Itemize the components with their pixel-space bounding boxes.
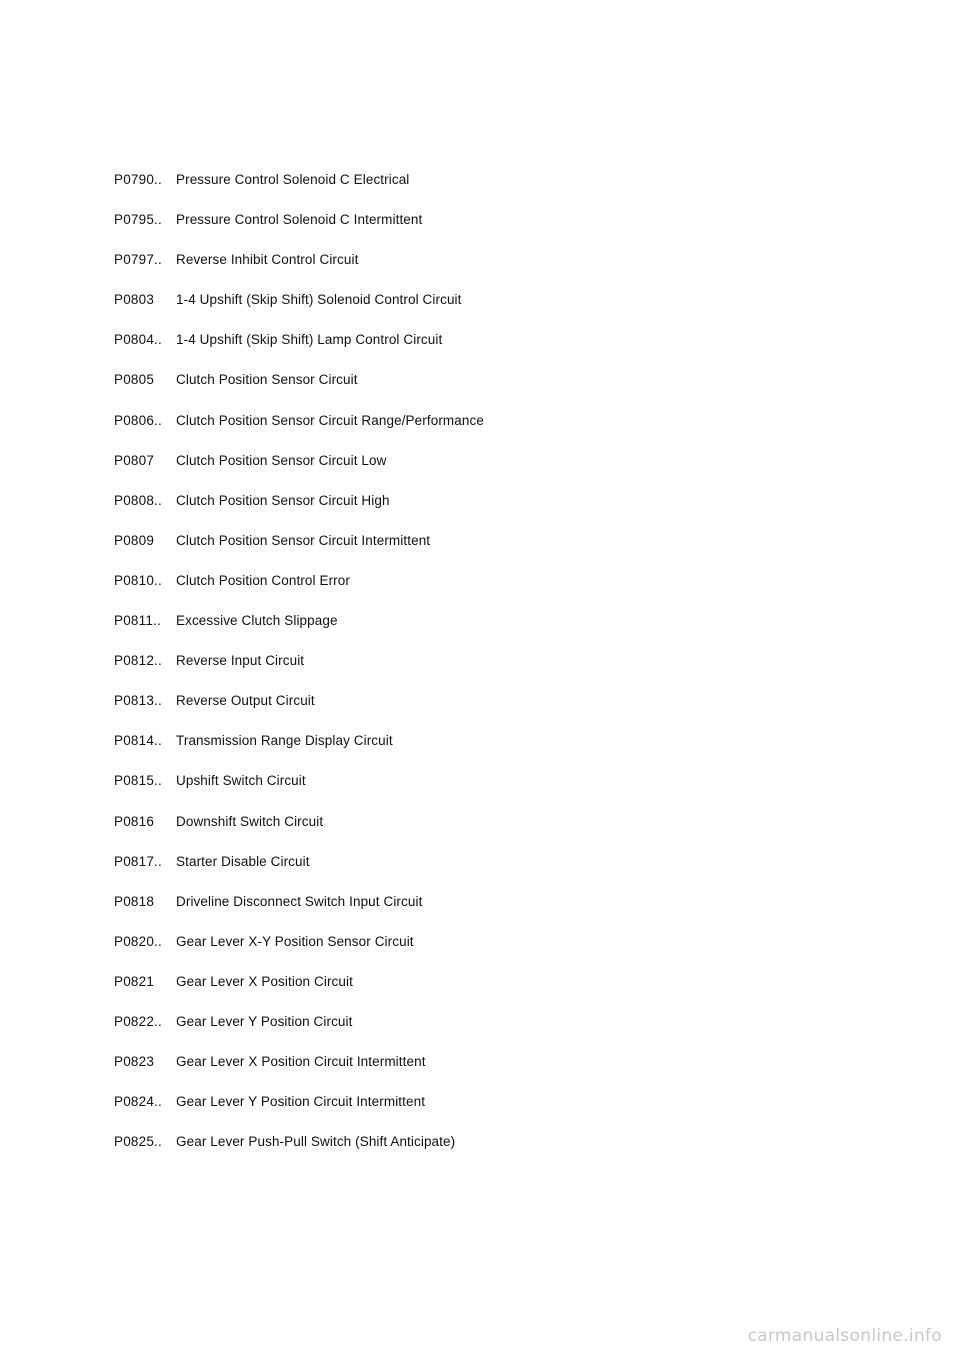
dtc-description: Reverse Output Circuit bbox=[176, 693, 315, 709]
dtc-code: P0797.. bbox=[114, 252, 162, 268]
dtc-code: P0812.. bbox=[114, 653, 162, 669]
dtc-description: Gear Lever X Position Circuit Intermittent bbox=[176, 1054, 426, 1070]
list-item bbox=[114, 411, 874, 451]
dtc-code: P0816 bbox=[114, 813, 155, 829]
dtc-description: Clutch Position Sensor Circuit Low bbox=[176, 452, 387, 468]
list-item bbox=[114, 1052, 874, 1092]
dtc-description: Clutch Position Sensor Circuit High bbox=[176, 492, 390, 508]
dtc-code: P0790.. bbox=[114, 172, 162, 187]
dtc-code: P0806.. bbox=[114, 412, 162, 428]
list-item bbox=[114, 651, 874, 691]
dtc-description: Clutch Position Sensor Circuit Range/Performance bbox=[176, 412, 484, 428]
dtc-description: Transmission Range Display Circuit bbox=[176, 733, 393, 749]
dtc-code: P0825.. bbox=[114, 1134, 162, 1150]
list-item bbox=[114, 611, 874, 651]
dtc-code: P0807 bbox=[114, 452, 155, 468]
dtc-code: P0805 bbox=[114, 372, 155, 388]
dtc-description: 1-4 Upshift (Skip Shift) Solenoid Control Circuit bbox=[176, 292, 462, 308]
list-item bbox=[114, 892, 874, 932]
list-item bbox=[114, 170, 874, 210]
dtc-code: P0814.. bbox=[114, 733, 162, 749]
list-item bbox=[114, 531, 874, 571]
dtc-code: P0815.. bbox=[114, 773, 162, 789]
list-item bbox=[114, 571, 874, 611]
list-item bbox=[114, 370, 874, 410]
dtc-description: Excessive Clutch Slippage bbox=[176, 613, 338, 629]
dtc-code: P0809 bbox=[114, 532, 155, 548]
dtc-code: P0810.. bbox=[114, 572, 162, 588]
dtc-description: Gear Lever Y Position Circuit bbox=[176, 1013, 353, 1029]
dtc-description: Clutch Position Control Error bbox=[176, 572, 350, 588]
list-item bbox=[114, 1012, 874, 1052]
list-item bbox=[114, 972, 874, 1012]
dtc-description: 1-4 Upshift (Skip Shift) Lamp Control Circuit bbox=[176, 332, 443, 348]
list-item bbox=[114, 250, 874, 290]
list-item bbox=[114, 731, 874, 771]
list-item bbox=[114, 812, 874, 852]
dtc-code: P0795.. bbox=[114, 212, 162, 228]
dtc-description: Reverse Input Circuit bbox=[176, 653, 305, 669]
dtc-description: Gear Lever X-Y Position Sensor Circuit bbox=[176, 933, 414, 949]
dtc-code: P0821 bbox=[114, 973, 155, 989]
list-item bbox=[114, 491, 874, 531]
dtc-description: Starter Disable Circuit bbox=[176, 853, 310, 869]
list-item bbox=[114, 451, 874, 491]
list-item bbox=[114, 932, 874, 972]
dtc-code: P0817.. bbox=[114, 853, 162, 869]
dtc-description: Gear Lever X Position Circuit bbox=[176, 973, 353, 989]
dtc-description: Driveline Disconnect Switch Input Circuit bbox=[176, 893, 423, 909]
dtc-code: P0820.. bbox=[114, 933, 162, 949]
dtc-code: P0811.. bbox=[114, 613, 161, 629]
dtc-description: Pressure Control Solenoid C Intermittent bbox=[176, 212, 423, 228]
dtc-description: Upshift Switch Circuit bbox=[176, 773, 306, 789]
dtc-description: Pressure Control Solenoid C Electrical bbox=[176, 172, 410, 187]
list-item bbox=[114, 330, 874, 370]
list-item bbox=[114, 290, 874, 330]
dtc-code: P0822.. bbox=[114, 1013, 162, 1029]
dtc-code: P0823 bbox=[114, 1054, 155, 1070]
dtc-code: P0813.. bbox=[114, 693, 162, 709]
dtc-code: P0808.. bbox=[114, 492, 162, 508]
dtc-code: P0824.. bbox=[114, 1094, 162, 1110]
dtc-description: Downshift Switch Circuit bbox=[176, 813, 324, 829]
dtc-code: P0818 bbox=[114, 893, 155, 909]
list-item bbox=[114, 210, 874, 250]
dtc-code: P0803 bbox=[114, 292, 155, 308]
dtc-code-list bbox=[114, 170, 874, 1172]
dtc-description: Clutch Position Sensor Circuit bbox=[176, 372, 358, 388]
dtc-description: Gear Lever Y Position Circuit Intermittent bbox=[176, 1094, 426, 1110]
dtc-description: Clutch Position Sensor Circuit Intermittent bbox=[176, 532, 431, 548]
list-item bbox=[114, 852, 874, 892]
dtc-description: Gear Lever Push-Pull Switch (Shift Anticipate) bbox=[176, 1134, 456, 1150]
dtc-code: P0804.. bbox=[114, 332, 162, 348]
dtc-description: Reverse Inhibit Control Circuit bbox=[176, 252, 359, 268]
list-item bbox=[114, 771, 874, 811]
watermark-text: carmanualsonline.info bbox=[747, 1326, 942, 1346]
list-item bbox=[114, 1132, 874, 1172]
list-item bbox=[114, 691, 874, 731]
list-item bbox=[114, 1092, 874, 1132]
